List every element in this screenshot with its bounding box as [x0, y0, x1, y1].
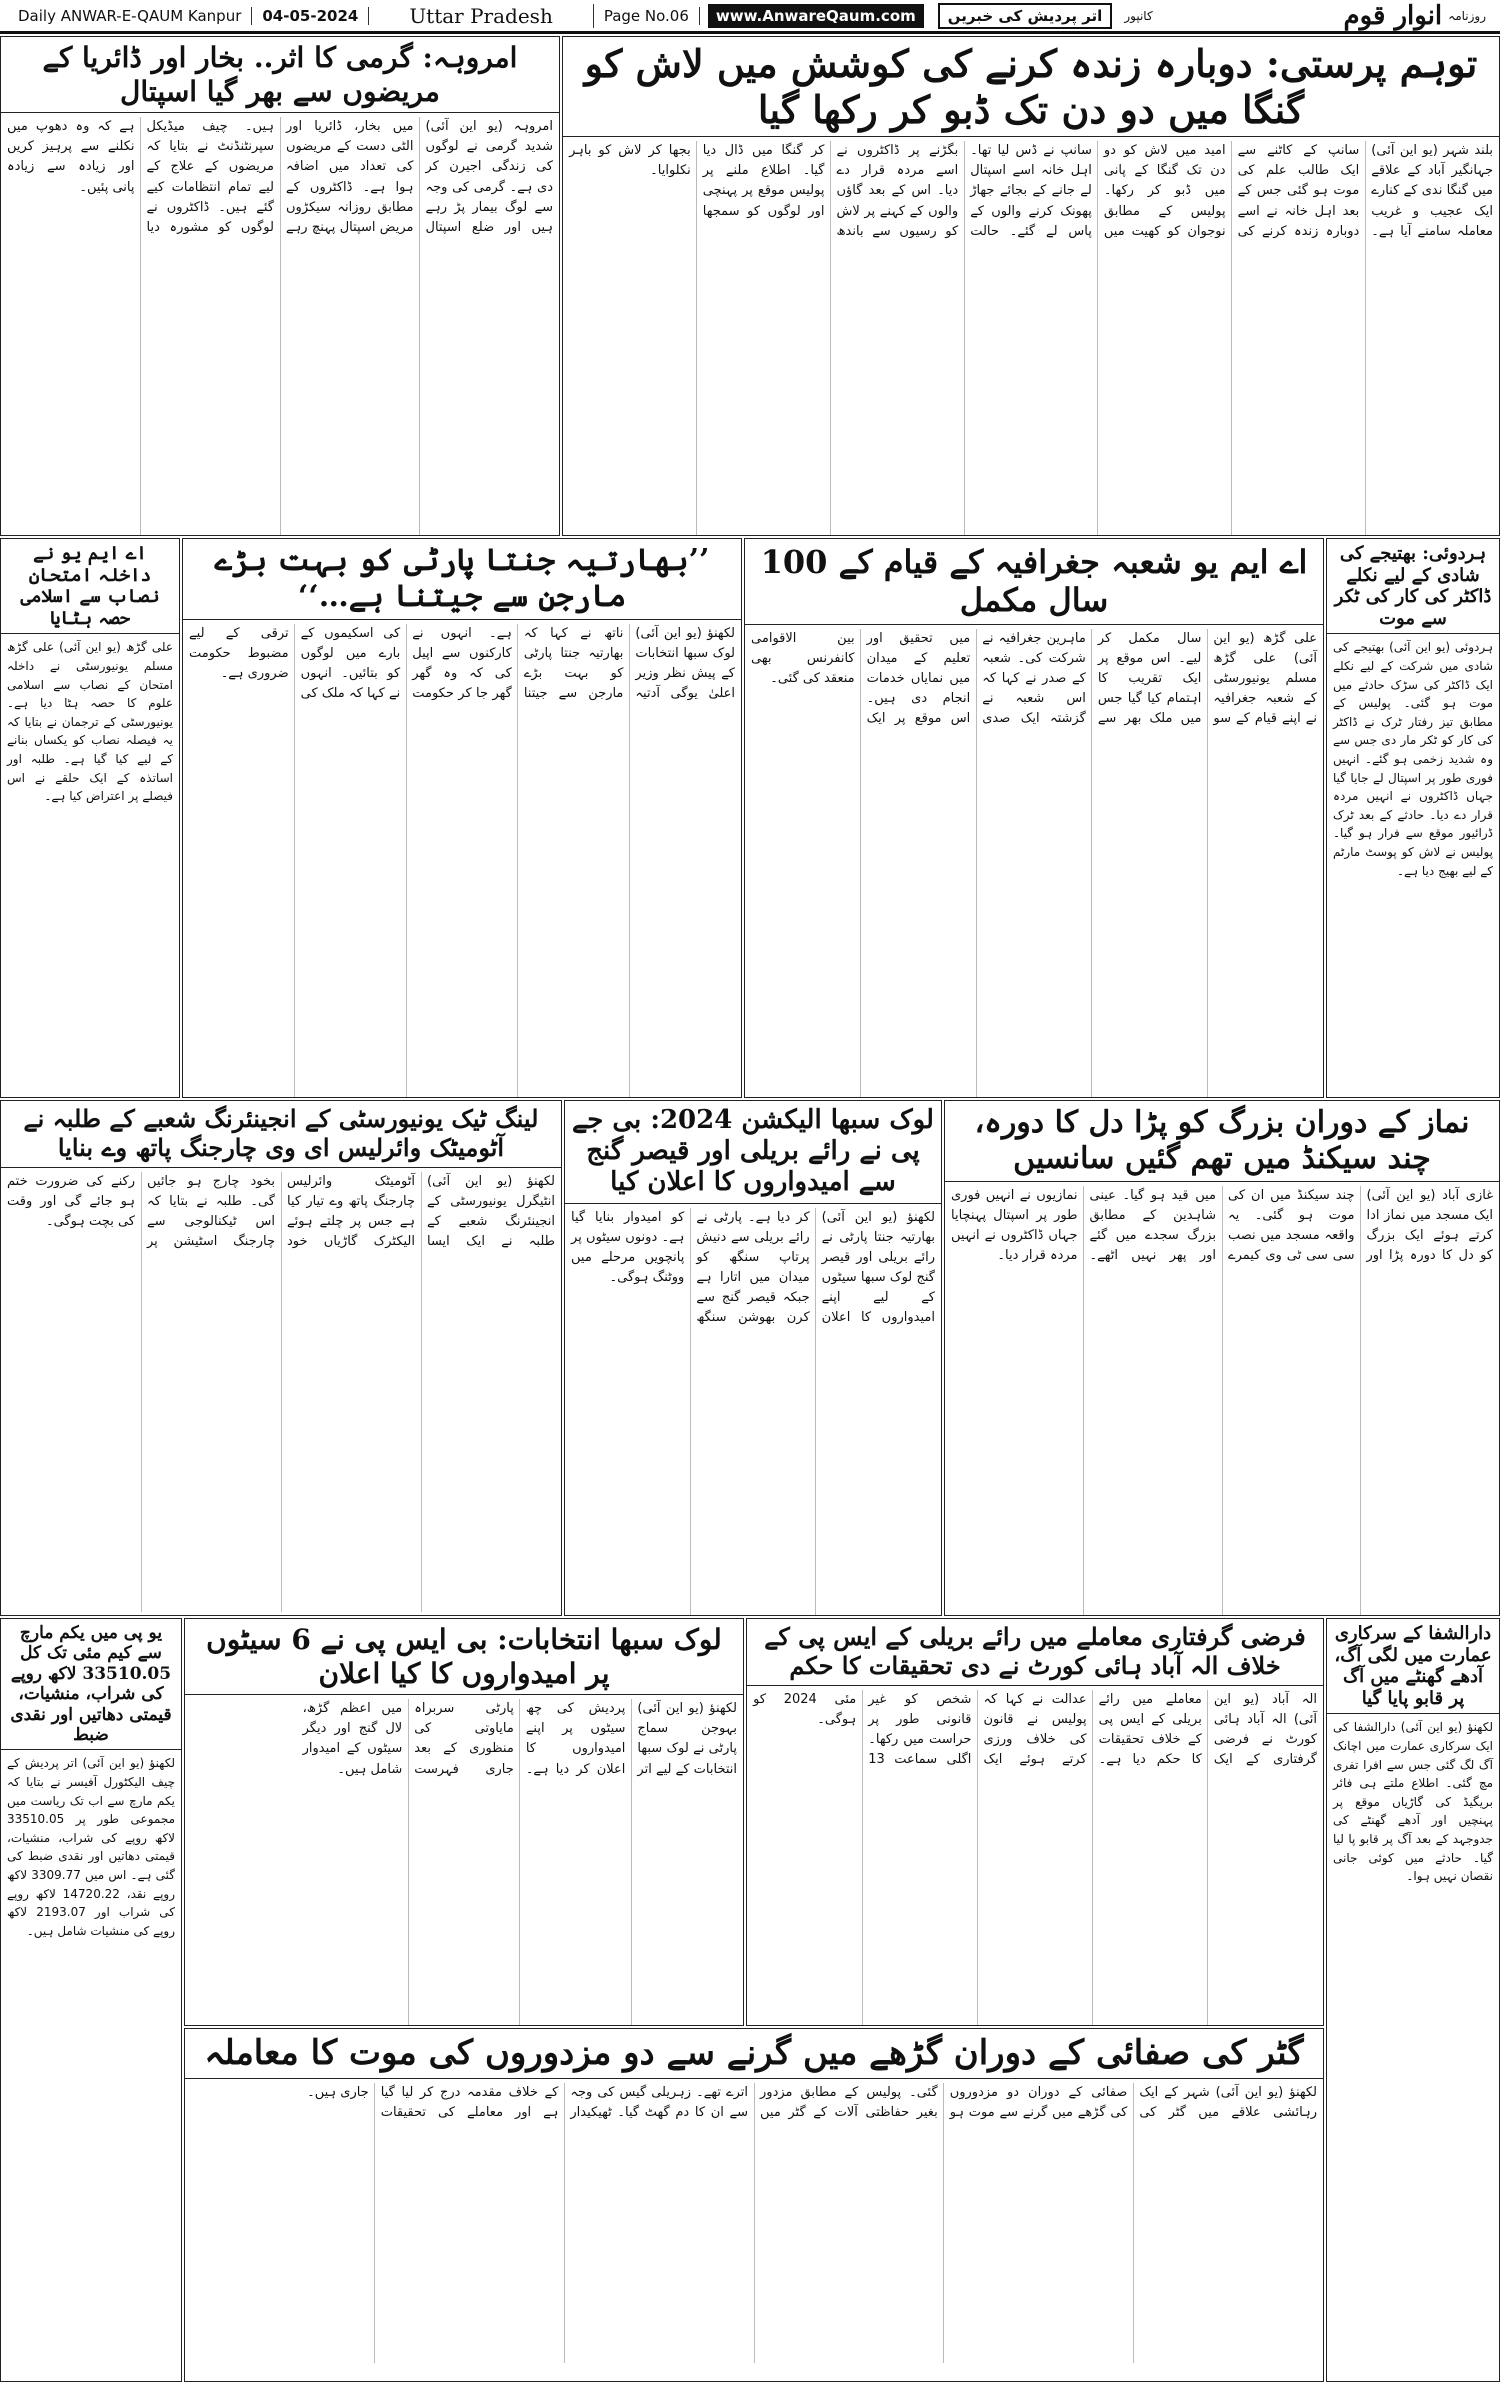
issue-date: 04-05-2024 [252, 7, 369, 25]
article-headline: گٹر کی صفائی کے دوران گڑھے میں گرنے سے دو مزدوروں کی موت کا معاملہ [185, 2029, 1323, 2079]
article-amu [744, 538, 1324, 1098]
article-gutter [184, 2028, 1324, 2382]
article-superstition [562, 36, 1500, 536]
article-body: لکھنؤ (یو این آئی) شہر کے ایک رہائشی علاقے میں گٹر کی صفائی کے دوران دو مزدوروں کی گڑھے میں گرنے سے موت ہو گئی۔ پولیس کے مطابق مزدور بغیر حفاظتی آلات کے گٹر میں اترے تھے۔ زہریلی گیس کی وجہ سے ان کا دم گھٹ گیا۔ ٹھیکیدار کے خلاف مقدمہ درج کر لیا گیا ہے اور معاملے کی تحقیقات جاری ہیں۔ [307, 2084, 1317, 2120]
article-namaz [944, 1100, 1500, 1616]
article-hardoi [1326, 538, 1500, 1098]
article-headline: یو پی میں یکم مارچ سے کیم مئی تک کل 33510.05 لاکھ روپے کی شراب، منشیات، قیمتی دھاتیں اور نقدی ضبط [1, 1619, 181, 1750]
article-body: لکھنؤ (یو این آئی) انٹیگرل یونیورسٹی کے انجینئرنگ شعبے کے طلبہ نے ایک ایسا آٹومیٹک وائرلیس چارجنگ پاتھ وے تیار کیا ہے جس پر چلتے ہوئے الیکٹرک گاڑیاں خود بخود چارج ہو جائیں گی۔ طلبہ نے بتایا کہ اس ٹیکنالوجی سے چارجنگ اسٹیشن پر رکنے کی ضرورت ختم ہو جائے گی اور وقت کی بچت ہوگی۔ [7, 1173, 555, 1250]
article-body: امروہہ (یو این آئی) شدید گرمی نے لوگوں کی زندگی اجیرن کر دی ہے۔ گرمی کی وجہ سے لوگ بیمار پڑ رہے ہیں اور ضلع اسپتال میں بخار، ڈائریا اور الٹی دست کے مریضوں کی تعداد میں اضافہ ہوا ہے۔ ڈاکٹروں کے مطابق روزانہ سیکڑوں مریض اسپتال پہنچ رہے ہیں۔ چیف میڈیکل سپرنٹنڈنٹ نے بتایا کہ مریضوں کے علاج کے لیے تمام انتظامات کیے گئے ہیں۔ ڈاکٹروں نے لوگوں کو مشورہ دیا ہے کہ وہ دھوپ میں نکلنے سے پرہیز کریں اور زیادہ سے زیادہ پانی پئیں۔ [7, 119, 553, 235]
article-body: بلند شہر (یو این آئی) جہانگیر آباد کے علاقے میں گنگا ندی کے کنارے ایک عجیب و غریب معاملہ سامنے آیا ہے۔ سانپ کے کاٹنے سے ایک طالب علم کی موت ہو گئی جس کے بعد اہل خانہ نے اسے دوبارہ زندہ کرنے کی امید میں لاش کو دو دن تک گنگا کے پانی میں ڈبو کر رکھا۔ پولیس کے مطابق نوجوان کو کھیت میں سانپ نے ڈس لیا تھا۔ اہل خانہ اسے اسپتال لے جانے کے بجائے جھاڑ پھونک کرنے والوں کے پاس لے گئے۔ حالت بگڑنے پر ڈاکٹروں نے اسے مردہ قرار دے دیا۔ اس کے بعد گاؤں والوں کے کہنے پر لاش کو رسیوں سے باندھ کر گنگا میں ڈال دیا گیا۔ اطلاع ملنے پر پولیس موقع پر پہنچی اور لوگوں کو سمجھا بجھا کر لاش کو باہر نکلوایا۔ [569, 143, 1493, 239]
article-integral [0, 1100, 562, 1616]
article-headline: لوک سبھا الیکشن 2024: بی جے پی نے رائے بریلی اور قیصر گنج سے امیدواروں کا اعلان کیا [565, 1101, 941, 1204]
article-body: لکھنؤ (یو این آئی) لوک سبھا انتخابات کے پیش نظر وزیر اعلیٰ یوگی آدتیہ ناتھ نے کہا کہ بھارتیہ جنتا پارٹی کو بہت بڑے مارجن سے جیتنا ہے۔ انہوں نے کارکنوں سے اپیل کی کہ وہ گھر گھر جا کر حکومت کی اسکیموں کے بارے میں لوگوں کو بتائیں۔ انہوں نے کہا کہ ملک کی ترقی کے لیے مضبوط حکومت ضروری ہے۔ [189, 626, 735, 702]
article-headline: امروہہ: گرمی کا اثر.. بخار اور ڈائریا کے مریضوں سے بھر گیا اسپتال [1, 37, 559, 113]
page-number: Page No.06 [594, 7, 700, 25]
article-loksabha-bareilly [564, 1100, 942, 1616]
article-headline: ’’بھارتیہ جنتا پارٹی کو بہت بڑے مارجن سے جیتنا ہے…‘‘ [183, 539, 741, 620]
article-body: غازی آباد (یو این آئی) ایک مسجد میں نماز ادا کرتے ہوئے ایک بزرگ کو دل کا دورہ پڑا اور چند سیکنڈ میں ان کی موت ہو گئی۔ یہ واقعہ مسجد میں نصب سی سی ٹی وی کیمرے میں قید ہو گیا۔ عینی شاہدین کے مطابق بزرگ سجدے میں گئے اور پھر نہیں اٹھے۔ نمازیوں نے انہیں فوری طور پر اسپتال پہنچایا جہاں ڈاکٹروں نے انہیں مردہ قرار دیا۔ [951, 1188, 1493, 1264]
city-label: کانپور [1124, 8, 1153, 23]
article-headline: دارالشفا کے سرکاری عمارت میں لگی آگ، آدھے گھنٹے میں آگ پر قابو پایا گیا [1327, 1619, 1499, 1714]
article-amroha [0, 36, 560, 536]
article-headline: لوک سبھا انتخابات: بی ایس پی نے 6 سیٹوں پر امیدواروں کا کیا اعلان [185, 1619, 743, 1695]
article-headline: ہردوئی: بھتیجے کی شادی کے لیے نکلے ڈاکٹر کی کار کی ٹکر سے موت [1327, 539, 1499, 634]
article-headline: اے ایم یو نے داخلہ امتحان نصاب سے اسلامی حصہ ہٹایا [1, 539, 179, 634]
article-body: ہردوئی (یو این آئی) بھتیجے کی شادی میں شرکت کے لیے نکلے ایک ڈاکٹر کی سڑک حادثے میں موت ہو گئی۔ پولیس کے مطابق تیز رفتار ٹرک نے ڈاکٹر کی کار کو ٹکر مار دی جس سے وہ شدید زخمی ہو گئے۔ انہیں فوری طور پر اسپتال لے جایا گیا جہاں ڈاکٹروں نے انہیں مردہ قرار دے دیا۔ حادثے کے بعد ٹرک ڈرائیور موقع سے فرار ہو گیا۔ پولیس نے لاش کو پوسٹ مارٹم کے لیے بھیج دیا ہے۔ [1333, 640, 1493, 878]
article-body: علی گڑھ (یو این آئی) علی گڑھ مسلم یونیورسٹی کے شعبہ جغرافیہ نے اپنے قیام کے سو سال مکمل کر لیے۔ اس موقع پر ایک تقریب کا اہتمام کیا گیا جس میں ملک بھر سے ماہرین جغرافیہ نے شرکت کی۔ شعبہ کے صدر نے کہا کہ اس شعبہ نے گزشتہ ایک صدی میں تحقیق اور تعلیم کے میدان میں نمایاں خدمات انجام دی ہیں۔ اس موقع پر ایک بین الاقوامی کانفرنس بھی منعقد کی گئی۔ [751, 630, 1317, 727]
article-body: لکھنؤ (یو این آئی) دارالشفا کی ایک سرکاری عمارت میں اچانک آگ لگ گئی جس سے افرا تفری مچ گئی۔ اطلاع ملتے ہی فائر بریگیڈ کی گاڑیاں موقع پر پہنچیں اور آدھے گھنٹے کی جدوجہد کے بعد آگ پر قابو پا لیا گیا۔ حادثے میں کوئی جانی نقصان نہیں ہوا۔ [1333, 1720, 1493, 1884]
daily-label: روزنامہ [1448, 8, 1486, 23]
article-darul [1326, 1618, 1500, 2382]
region-label: Uttar Pradesh [369, 4, 594, 28]
article-bsp [184, 1618, 744, 2026]
article-bjp [182, 538, 742, 1098]
article-body: لکھنؤ (یو این آئی) بہوجن سماج پارٹی نے لوک سبھا انتخابات کے لیے اتر پردیش کی چھ سیٹوں پر اپنے امیدواروں کا اعلان کر دیا ہے۔ پارٹی سربراہ مایاوتی کی منظوری کے بعد جاری فہرست میں اعظم گڑھ، لال گنج اور دیگر سیٹوں کے امیدوار شامل ہیں۔ [302, 1701, 737, 1777]
article-headline: فرضی گرفتاری معاملے میں رائے بریلی کے ایس پی کے خلاف الہ آباد ہائی کورٹ نے دی تحقیقات کا حکم [747, 1619, 1323, 1686]
article-body: الہ آباد (یو این آئی) الہ آباد ہائی کورٹ نے فرضی گرفتاری کے ایک معاملے میں رائے بریلی کے ایس پی کے خلاف تحقیقات کا حکم دیا ہے۔ عدالت نے کہا کہ پولیس نے قانون کی خلاف ورزی کرتے ہوئے ایک شخص کو غیر قانونی طور پر حراست میں رکھا۔ اگلی سماعت 13 مئی 2024 کو ہوگی۔ [753, 1691, 1317, 1768]
article-fake-arrest [746, 1618, 1324, 2026]
masthead [0, 0, 1500, 34]
daily-name: Daily ANWAR-E-QAUM Kanpur [8, 7, 252, 25]
article-body: لکھنؤ (یو این آئی) بھارتیہ جنتا پارٹی نے رائے بریلی اور قیصر گنج لوک سبھا سیٹوں کے لیے اپنے امیدواروں کا اعلان کر دیا ہے۔ پارٹی نے رائے بریلی سے دنیش پرتاپ سنگھ کو میدان میں اتارا ہے جبکہ قیصر گنج سے کرن بھوشن سنگھ کو امیدوار بنایا گیا ہے۔ دونوں سیٹوں پر پانچویں مرحلے میں ووٹنگ ہوگی۔ [571, 1209, 935, 1326]
article-headline: توہم پرستی: دوبارہ زندہ کرنے کی کوشش میں لاش کو گنگا میں دو دن تک ڈبو کر رکھا گیا [563, 37, 1499, 137]
article-amu-admission [0, 538, 180, 1098]
brand-logo-text: انوار قوم [1343, 0, 1443, 31]
website-link[interactable]: www.AnwareQaum.com [708, 4, 924, 28]
section-label: اتر پردیش کی خبریں [938, 3, 1113, 29]
article-up-liquor [0, 1618, 182, 2382]
article-headline: لینگ ٹیک یونیورسٹی کے انجینئرنگ شعبے کے طلبہ نے آٹومیٹک وائرلیس ای وی چارجنگ پاتھ وے بنایا [1, 1101, 561, 1168]
article-headline: نماز کے دوران بزرگ کو پڑا دل کا دورہ، چند سیکنڈ میں تھم گئیں سانسیں [945, 1101, 1499, 1182]
article-body: علی گڑھ (یو این آئی) علی گڑھ مسلم یونیورسٹی نے داخلہ امتحان کے نصاب سے اسلامی علوم کا حصہ ہٹا دیا ہے۔ یونیورسٹی کے ترجمان نے بتایا کہ یہ فیصلہ نصاب کو یکساں بنانے کے لیے کیا گیا ہے۔ طلبہ اور اساتذہ کے ایک حلقے نے اس فیصلے پر اعتراض کیا ہے۔ [7, 640, 173, 804]
article-body: لکھنؤ (یو این آئی) اتر پردیش کے چیف الیکٹورل آفیسر نے بتایا کہ یکم مارچ سے اب تک ریاست میں مجموعی طور پر 33510.05 لاکھ روپے کی شراب، منشیات، قیمتی دھاتیں اور نقدی ضبط کی گئی ہے۔ اس میں 3309.77 لاکھ روپے نقد، 14720.22 لاکھ روپے کی شراب اور 2193.07 لاکھ روپے کی منشیات شامل ہیں۔ [7, 1756, 176, 1938]
article-headline: اے ایم یو شعبہ جغرافیہ کے قیام کے 100 سال مکمل [745, 539, 1323, 625]
